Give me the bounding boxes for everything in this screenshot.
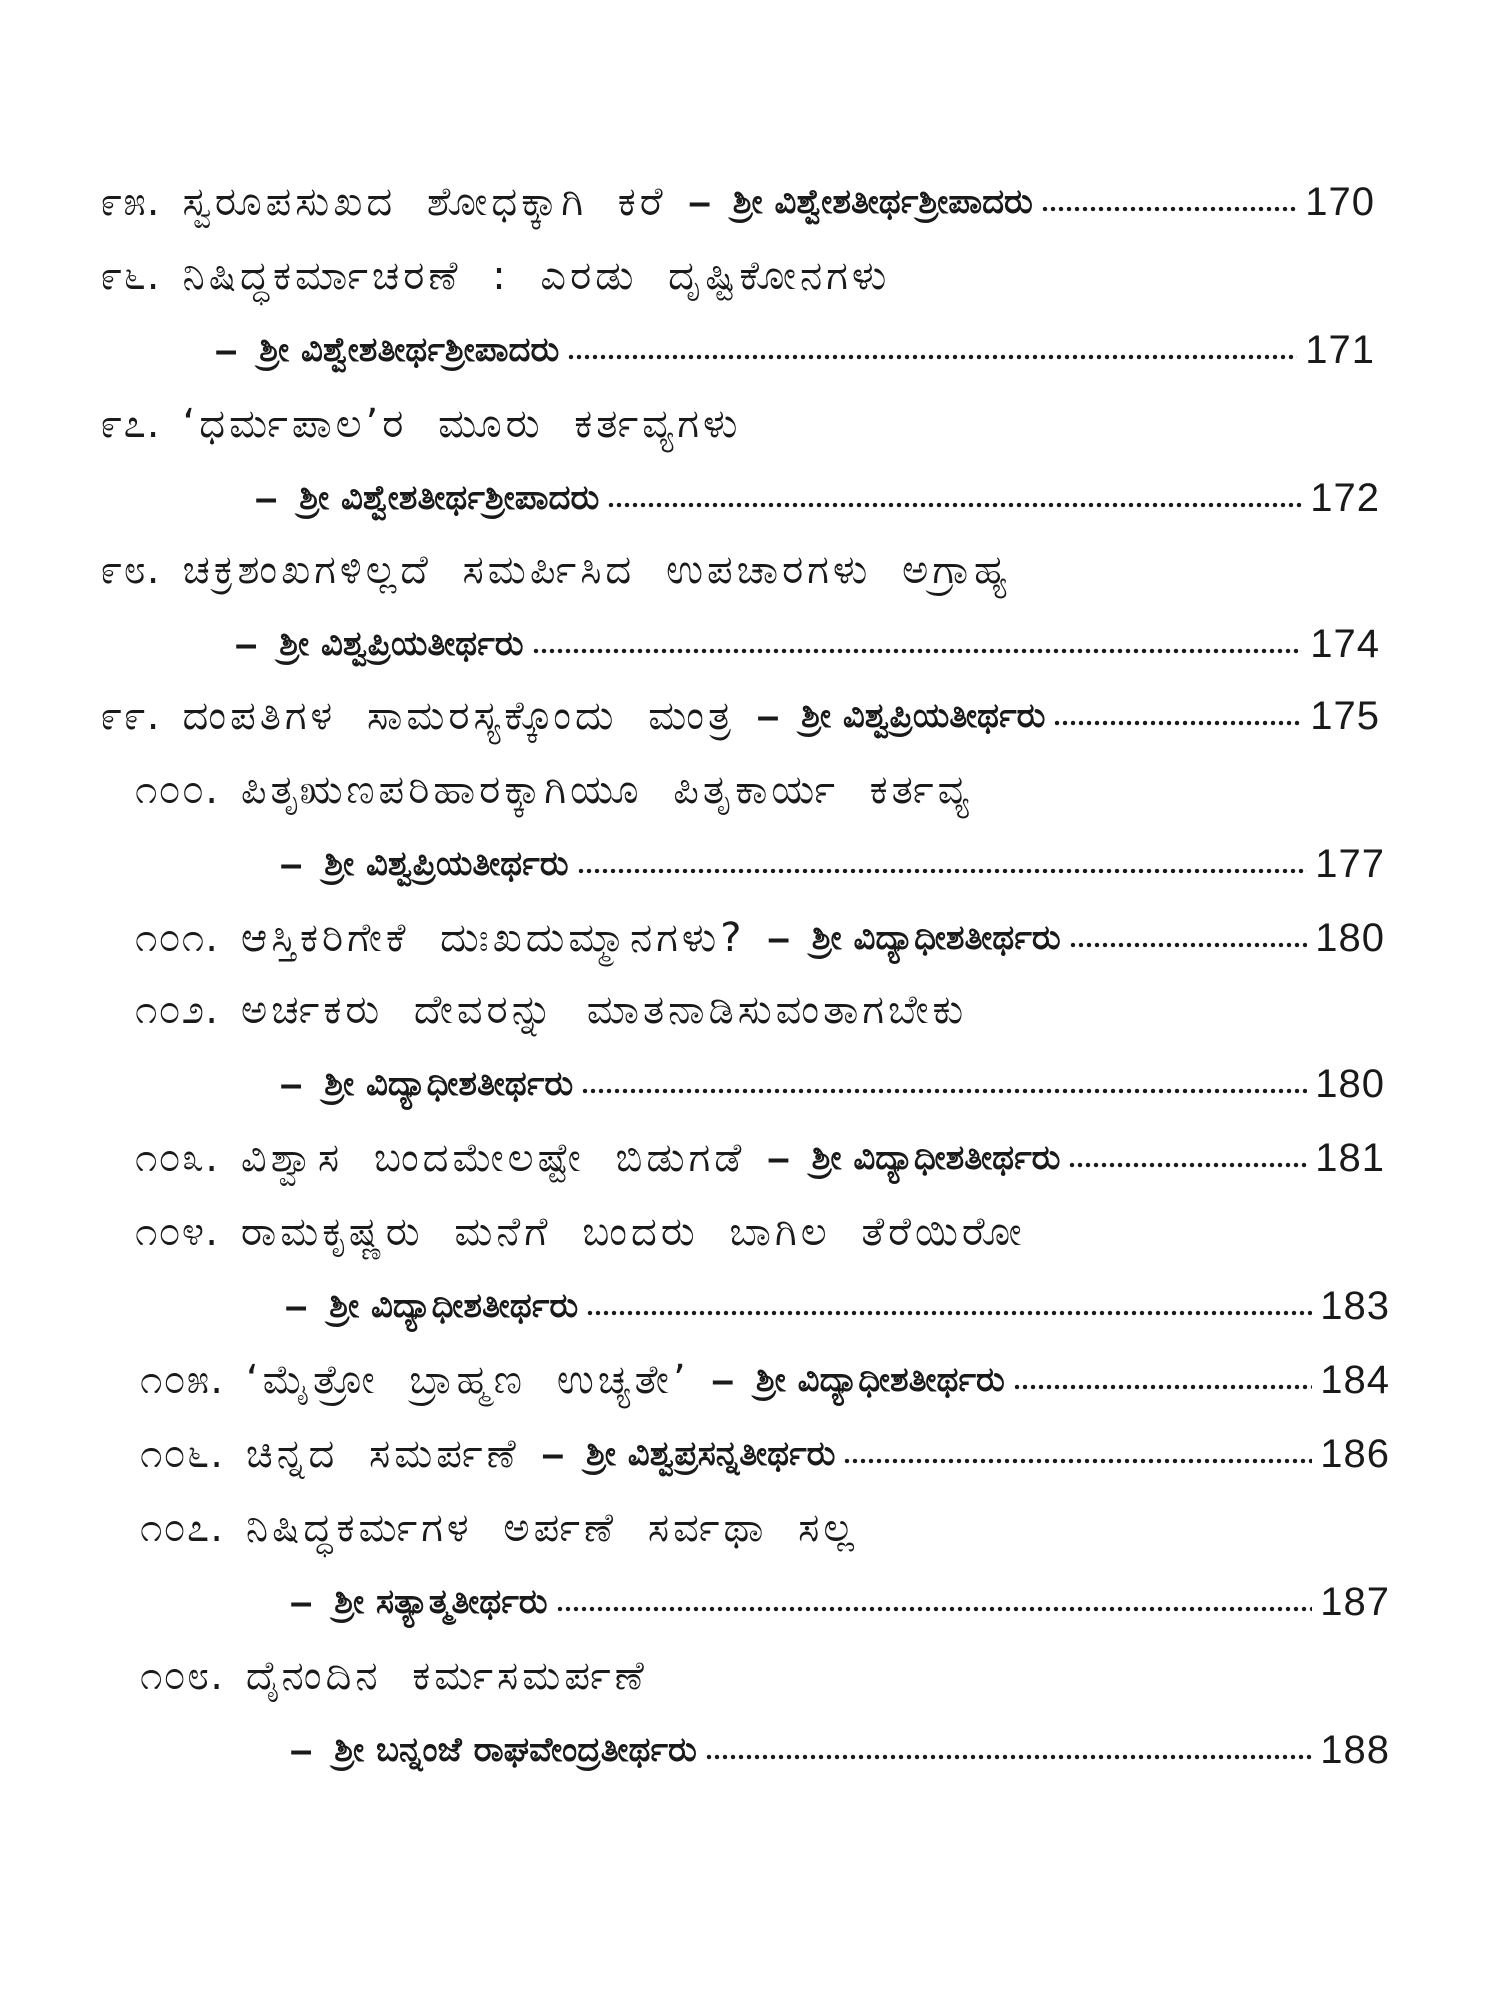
toc-entry-106: [140, 1424, 1390, 1484]
entry-page: 180: [1315, 915, 1385, 960]
entry-number: ೧೦೧.: [135, 915, 219, 961]
entry-page: 170: [1305, 179, 1375, 224]
dot-leader: [577, 868, 1308, 874]
entry-author: ಶ್ರೀ ವಿದ್ಯಾಧೀಶತೀರ್ಥರು: [329, 1286, 579, 1326]
toc-entry-98: [100, 540, 1375, 600]
entry-page: 184: [1320, 1357, 1390, 1402]
entry-author: ಶ್ರೀ ವಿಶ್ವಪ್ರಿಯತೀರ್ಥರು: [324, 844, 569, 884]
entry-author: ಶ್ರೀ ವಿಶ್ವಪ್ರಸನ್ನತೀರ್ಥರು: [586, 1434, 836, 1474]
separator-dash: –: [711, 1357, 734, 1402]
toc-entry-107: [140, 1498, 1390, 1558]
entry-author: ಶ್ರೀ ವಿದ್ಯಾಧೀಶತೀರ್ಥರು: [811, 918, 1061, 958]
entry-number: ೧೦೬.: [140, 1431, 224, 1477]
toc-entry-104: [135, 1202, 1390, 1262]
entry-number: ೧೦೦.: [135, 767, 219, 813]
entry-page: 177: [1315, 841, 1385, 886]
entry-title: ಚಿನ್ನದ ಸಮರ್ಪಣೆ: [245, 1431, 520, 1477]
dot-leader: [1053, 720, 1302, 726]
entry-author: ಶ್ರೀ ವಿದ್ಯಾಧೀಶತೀರ್ಥರು: [811, 1138, 1061, 1178]
toc-entry-97: [100, 394, 1375, 454]
toc-entry-100: [135, 760, 1385, 820]
dot-leader: [1013, 1384, 1312, 1390]
entry-title: ಆಸ್ತಿಕರಿಗೇಕೆ ದುಃಖದುಮ್ಮಾನಗಳು?: [240, 915, 746, 961]
toc-entry-100-author-line: [280, 834, 1385, 894]
separator-dash: –: [280, 841, 303, 886]
entry-title: ಅರ್ಚಕರು ದೇವರನ್ನು ಮಾತನಾಡಿಸುವಂತಾಗಬೇಕು: [240, 987, 968, 1033]
dot-leader: [532, 648, 1303, 654]
entry-title: ನಿಷಿದ್ಧಕರ್ಮಾಚರಣೆ : ಎರಡು ದೃಷ್ಟಿಕೋನಗಳು: [182, 253, 891, 299]
entry-number: ೯೭.: [100, 401, 161, 447]
entry-page: 172: [1310, 475, 1380, 520]
dot-leader: [556, 1606, 1313, 1612]
entry-author: ಶ್ರೀ ವಿಶ್ವೇಶತೀರ್ಥಶ್ರೀಪಾದರು: [732, 182, 1033, 222]
entry-title: ದೈನಂದಿನ ಕರ್ಮಸಮರ್ಪಣೆ: [245, 1653, 648, 1699]
toc-entry-108: [140, 1646, 1390, 1706]
entry-page: 171: [1305, 327, 1375, 372]
entry-title: ಪಿತೃಋಣಪರಿಹಾರಕ್ಕಾಗಿಯೂ ಪಿತೃಕಾರ್ಯ ಕರ್ತವ್ಯ: [240, 767, 973, 813]
entry-page: 174: [1310, 621, 1380, 666]
entry-author: ಶ್ರೀ ವಿದ್ಯಾಧೀಶತೀರ್ಥರು: [755, 1360, 1005, 1400]
toc-entry-102: [135, 980, 1385, 1040]
dot-leader: [567, 354, 1297, 360]
separator-dash: –: [285, 1283, 308, 1328]
entry-author: ಶ್ರೀ ವಿಶ್ವಪ್ರಿಯತೀರ್ಥರು: [801, 696, 1046, 736]
dot-leader: [607, 502, 1302, 508]
dot-leader: [1068, 1162, 1307, 1168]
entry-title: ದಂಪತಿಗಳ ಸಾಮರಸ್ಯಕ್ಕೊಂದು ಮಂತ್ರ: [182, 693, 735, 739]
entry-author: ಶ್ರೀ ವಿಶ್ವೇಶತೀರ್ಥಶ್ರೀಪಾದರು: [299, 478, 600, 518]
entry-title: ‘ಧರ್ಮಪಾಲ’ರ ಮೂರು ಕರ್ತವ್ಯಗಳು: [182, 401, 742, 447]
entry-page: 183: [1320, 1283, 1390, 1328]
entry-title: ರಾಮಕೃಷ್ಣರು ಮನೆಗೆ ಬಂದರು ಬಾಗಿಲ ತೆರೆಯಿರೋ: [240, 1209, 1026, 1255]
entry-number: ೧೦೮.: [140, 1653, 224, 1699]
entry-page: 186: [1320, 1431, 1390, 1476]
entry-author: ಶ್ರೀ ವಿಶ್ವಪ್ರಿಯತೀರ್ಥರು: [279, 624, 524, 664]
entry-number: ೯೬.: [100, 253, 161, 299]
toc-entry-103: [135, 1128, 1385, 1188]
toc-entry-101: [135, 908, 1385, 968]
dot-leader: [1069, 942, 1308, 948]
entry-title: ವಿಶ್ವಾಸ ಬಂದಮೇಲಷ್ಟೇ ಬಿಡುಗಡೆ: [240, 1135, 746, 1181]
entry-page: 175: [1310, 693, 1380, 738]
toc-entry-98-author-line: [235, 614, 1380, 674]
entry-author: ಶ್ರೀ ವಿದ್ಯಾಧೀಶತೀರ್ಥರು: [324, 1064, 574, 1104]
entry-number: ೧೦೩.: [135, 1135, 219, 1181]
entry-number: ೧೦೭.: [140, 1505, 224, 1551]
separator-dash: –: [767, 1135, 790, 1180]
dot-leader: [586, 1310, 1312, 1316]
toc-entry-95: [100, 172, 1375, 232]
entry-title: ‘ಮೈತ್ರೋ ಬ್ರಾಹ್ಮಣ ಉಚ್ಯತೇ’: [245, 1357, 690, 1403]
dot-leader: [581, 1088, 1307, 1094]
entry-author: ಶ್ರೀ ವಿಶ್ವೇಶತೀರ್ಥಶ್ರೀಪಾದರು: [259, 330, 560, 370]
toc-entry-107-author-line: [290, 1572, 1390, 1632]
toc-entry-104-author-line: [285, 1276, 1390, 1336]
toc-entry-105: [140, 1350, 1390, 1410]
entry-page: 187: [1320, 1579, 1390, 1624]
separator-dash: –: [290, 1579, 313, 1624]
separator-dash: –: [541, 1431, 565, 1476]
entry-title: ಚಕ್ರಶಂಖಗಳಿಲ್ಲದೆ ಸಮರ್ಪಿಸಿದ ಉಪಚಾರಗಳು ಅಗ್ರಾಹ್ಯ: [182, 547, 1012, 593]
separator-dash: –: [756, 693, 780, 738]
separator-dash: –: [235, 621, 258, 666]
toc-entry-99: [100, 686, 1380, 746]
entry-number: ೯೮.: [100, 547, 161, 593]
toc-entry-96-author-line: [215, 320, 1375, 380]
entry-page: 188: [1320, 1727, 1390, 1772]
entry-title: ನಿಷಿದ್ಧಕರ್ಮಗಳ ಅರ್ಪಣೆ ಸರ್ವಥಾ ಸಲ್ಲ: [245, 1505, 859, 1551]
entry-author: ಶ್ರೀ ಸತ್ಯಾತ್ಮತೀರ್ಥರು: [334, 1582, 548, 1622]
entry-number: ೯೯.: [100, 693, 161, 739]
toc-entry-108-author-line: [290, 1720, 1390, 1780]
entry-author: ಶ್ರೀ ಬನ್ನಂಜೆ ರಾಘವೇಂದ್ರತೀರ್ಥರು: [334, 1730, 697, 1770]
entry-number: ೧೦೪.: [135, 1209, 219, 1255]
dot-leader: [705, 1754, 1312, 1760]
separator-dash: –: [255, 475, 278, 520]
separator-dash: –: [767, 915, 790, 960]
toc-entry-102-author-line: [280, 1054, 1385, 1114]
entry-number: ೧೦೨.: [135, 987, 219, 1033]
separator-dash: –: [280, 1061, 303, 1106]
entry-page: 181: [1315, 1135, 1385, 1180]
separator-dash: –: [688, 179, 711, 224]
dot-leader: [843, 1458, 1312, 1464]
entry-title: ಸ್ವರೂಪಸುಖದ ಶೋಧಕ್ಕಾಗಿ ಕರೆ: [182, 179, 667, 225]
toc-entry-96: [100, 246, 1375, 306]
separator-dash: –: [290, 1727, 313, 1772]
entry-number: ೯೫.: [100, 179, 161, 225]
entry-page: 180: [1315, 1061, 1385, 1106]
dot-leader: [1041, 206, 1297, 212]
toc-entry-97-author-line: [255, 468, 1380, 528]
separator-dash: –: [215, 327, 238, 372]
entry-number: ೧೦೫.: [140, 1357, 224, 1403]
